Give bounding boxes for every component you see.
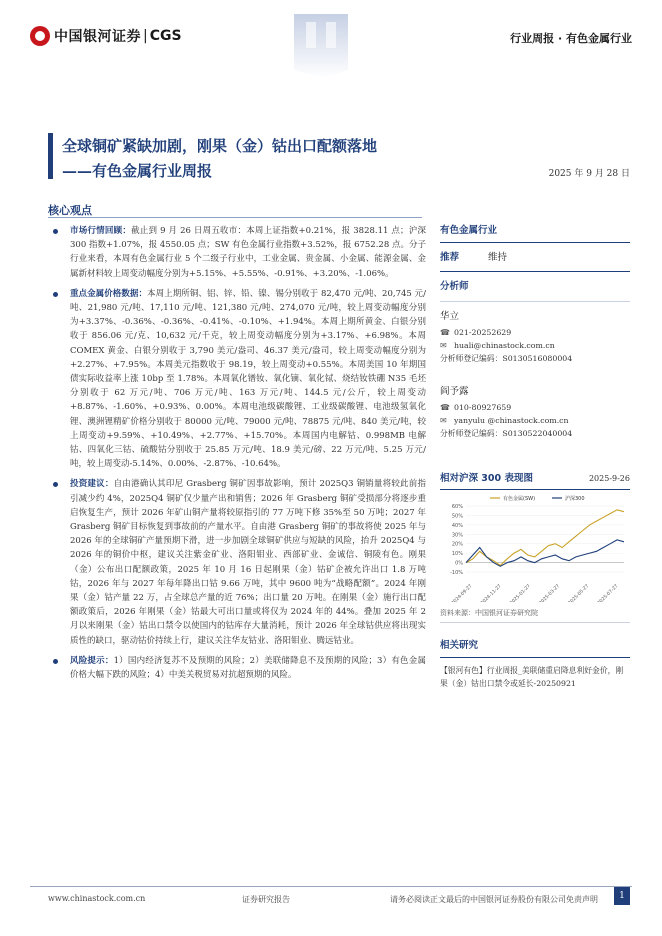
sidebar-divider [440, 242, 630, 243]
chart-ytick-label: 10% [451, 551, 463, 558]
core-content [52, 224, 426, 688]
analyst-registration: 分析师登记编码：S0130516080004 [440, 354, 573, 363]
bullet-lead: 风险提示： [70, 655, 114, 666]
chart-legend-label: 沪深300 [565, 496, 585, 502]
report-tag: 行业周报 · 有色金属行业 [510, 32, 632, 45]
chart-ytick-label: 20% [451, 541, 463, 548]
analyst-title: 分析师 [440, 281, 469, 292]
phone-icon: ☎ [440, 328, 450, 337]
chart-series-line [466, 510, 624, 566]
footer-divider [30, 886, 632, 887]
email-icon: ✉ [440, 341, 447, 350]
chart-xtick-label: 2024-11-27 [480, 583, 503, 602]
bullet-lead: 市场行情回顾： [70, 226, 132, 236]
chart-ytick-label: -10% [450, 570, 463, 576]
footer-disclaimer: 请务必阅读正文最后的中国银河证券股份有限公司免责声明 [390, 895, 598, 904]
bullet-investment-advice [52, 477, 426, 647]
logo-mark-icon [30, 26, 50, 46]
related-title: 相关研究 [440, 640, 479, 651]
bullet-text: 1）国内经济复苏不及预期的风险；2）美联储降息不及预期的风险；3）有色金属价格大幅下跌的风险；4）中美关税贸易对抗超预期的风险。 [70, 655, 426, 681]
report-date: 2025 年 9 月 28 日 [548, 169, 630, 179]
title-accent-bar [48, 133, 53, 179]
bullet-lead: 投资建议： [70, 479, 114, 490]
bullet-lead: 重点金属价格数据： [70, 288, 148, 299]
analyst-registration: 分析师登记编码：S0130522040004 [440, 429, 573, 438]
analyst-email[interactable]: ✉ yanyulu @chinastock.com.cn [440, 416, 569, 425]
chart-ytick-label: 0% [455, 560, 463, 567]
logo-en-text: CGS [149, 28, 182, 44]
core-divider [48, 217, 422, 218]
industry-title: 有色金属行业 [440, 225, 498, 236]
chart-xtick-label: 2025-01-27 [509, 583, 532, 602]
company-logo [30, 26, 182, 46]
chart-title: 相对沪深 300 表现图 [440, 473, 533, 484]
bullet-risk [52, 654, 426, 682]
email-icon: ✉ [440, 416, 447, 425]
chart-ytick-label: 60% [451, 504, 463, 510]
report-subtitle: ——有色金属行业周报 [62, 162, 213, 180]
bullet-text: 自由港确认其印尼 Grasberg 铜矿因事故影响，预计 2025Q3 铜销量将较此前指引减少约 4%，2025Q4 铜矿仅少量产出和销售；2026 年 Grasberg 铜矿受损部分将逐步重启恢复生产，预计 2026 年矿山铜产量将较原指引的 77 万吨下修 35%至 50 万吨；2027 年 Grasberg 铜矿目标恢复到事故前的产量水平。自由港 Grasberg 铜矿的事故将使 2025 年与 2026 年的全球铜矿产量预期下滑，进一步加剧全球铜矿供应与短缺的风险，抬升 2025Q4 与 2026 年的铜价中枢，建议关注紫金矿业、洛阳钼业、西部矿业、金诚信、铜陵有色。刚果（金）公布出口配额政策，2025 年 10 月 16 日起刚果（金）钴矿企被允许出口 1.8 万吨钴，2026 年与 2027 年每年降出口钴 9.66 万吨，其中 9600 吨为“战略配额”。2024 年刚果（金）钴产量 22 万，占全球总产量的近 76%；出口量 20 万吨。在刚果（金）施行出口配额政策后，2026 年刚果（金）钴最大可出口量或将仅为 2024 年的 44%。叠加 2025 年 2 月以来刚果（金）钴出口禁令以使国内的钴库存大量消耗，预计 2026 年全球钴供应将出现实质性的缺口，驱动钴价持续上行，建议关注华友钴业、洛阳钼业、腾远钴业。 [70, 479, 426, 646]
chart-xtick-label: 2025-05-27 [567, 583, 591, 602]
related-item[interactable]: 【银河有色】行业周报_美联储重启降息利好金价，刚果（金）钴出口禁令或延长-20250921 [440, 666, 624, 688]
chart-ytick-label: 30% [451, 532, 463, 539]
analyst-phone: ☎ 010-80927659 [440, 403, 512, 412]
analyst-name: 华立 [440, 311, 460, 322]
sidebar-divider [440, 657, 630, 658]
bullet-text: 截止到 9 月 26 日周五收市：本周上证指数+0.21%，报 3828.11 点；沪深 300 指数+1.07%，报 4550.05 点；SW 有色金属行业指数+3.52%，报 6752.28 点。分子行业来看，本周有色金属行业 5 个二级子行业中，工业金属、贵金属、小金属、能源金属、金属新材料较上周变动幅度分别为+5.15%、+5.55%、-0.91%、+3.20%、-1.06%。 [70, 226, 426, 279]
logo-separator: | [143, 28, 148, 44]
logo-cn-text: 中国银河证券 [54, 29, 141, 45]
sidebar-divider [440, 271, 630, 272]
analyst-name: 阎予露 [440, 386, 469, 397]
bullet-market-review [52, 224, 426, 281]
header-decoration-icon [286, 8, 356, 78]
analyst-phone: ☎ 021-20252629 [440, 328, 512, 337]
chart-legend-label: 有色金属(SW) [503, 496, 536, 502]
chart-date: 2025-9-26 [588, 474, 630, 483]
chart-ytick-label: 50% [451, 513, 463, 520]
performance-chart [440, 492, 630, 602]
rating-value: 维持 [488, 252, 508, 263]
footer-doc-type: 证券研究报告 [242, 895, 290, 904]
chart-xtick-label: 2025-03-27 [538, 583, 562, 602]
chart-xtick-label: 2024-09-27 [450, 583, 474, 602]
rating-label: 推荐 [440, 252, 460, 263]
footer-website[interactable]: www.chinastock.com.cn [48, 894, 146, 903]
page-number: 1 [614, 887, 630, 905]
chart-ytick-label: 40% [451, 522, 463, 529]
core-heading: 核心观点 [48, 204, 92, 217]
chart-xtick-label: 2025-07-27 [596, 583, 620, 602]
phone-icon: ☎ [440, 403, 450, 412]
analyst-card [440, 308, 630, 365]
rating-row [440, 249, 630, 263]
analyst-card [440, 383, 630, 440]
chart-divider [440, 489, 630, 490]
sidebar-thin-divider [440, 622, 630, 623]
chart-source: 资料来源：中国银河证券研究院 [440, 609, 538, 617]
chart-header [440, 470, 630, 487]
sidebar [440, 222, 630, 690]
analyst-email[interactable]: ✉ huali@chinastock.com.cn [440, 341, 555, 350]
sidebar-thin-divider [440, 301, 630, 302]
report-title: 全球铜矿紧缺加剧，刚果（金）钴出口配额落地 [62, 137, 378, 155]
bullet-text: 本周上期所铜、铝、锌、铅、镍、锡分别收于 82,470 元/吨、20,745 元/吨、21,980 元/吨、17,110 元/吨、121,380 元/吨、274,070 元/吨，较上周变动幅度分别为+3.37%、-0.36%、-0.36%、-0.41%、-0.10%、+1.94%。本周上期所黄金、白银分别收于 856.06 元/克、10,632 元/千克，较上周变动幅度分别为+3.17%、+6.98%。本周 COMEX 黄金、白银分别收于 3,790 美元/盎司、46.37 美元/盎司，较上周变动幅度分别为+2.27%、+7.95%。本周美元指数收于 98.19，较上周变动+0.55%。本周美国 10 年期国债实际收益率上涨 10bp 至 1.78%。本周氧化镨钕、氧化镝、氧化铽、烧结钕铁硼 N35 毛坯分别收于 62 万元/吨、706 万元/吨、163 万元/吨、144.5 元/公斤，较上周变动+8.87%、-1.60%、+0.93%、0.00%。本周电池级碳酸锂、工业级碳酸锂、电池级氢氧化锂、澳洲锂精矿价格分别收于 80000 元/吨、79000 元/吨、78875 元/吨、840 美元/吨，较上周变动+9.59%、+10.49%、+2.77%、+15.70%。本周国内电解钴、0.998MB 电解钴、四氧化三钴、硫酸钴分别收于 25.85 万元/吨、18.9 美元/磅、22 万元/吨、5.25 万元/吨，较上周变动-5.14%、0.00%、-2.87%、-10.64%。 [70, 288, 426, 470]
bullet-metal-prices [52, 287, 426, 472]
